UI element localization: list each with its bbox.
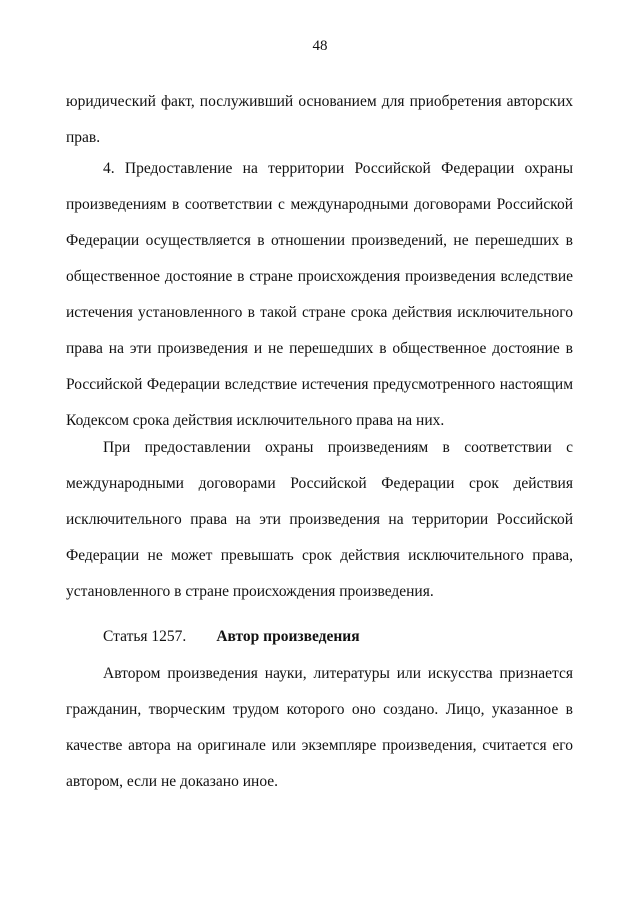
article-heading <box>103 627 360 647</box>
text-line: права на эти произведения и не перешедших в общественное достояние в <box>66 340 573 357</box>
text-line: истечения установленного в такой стране срока действия исключительного <box>66 304 573 321</box>
text-line: Автором произведения науки, литературы или искусства признается <box>103 665 573 682</box>
text-line: гражданин, творческим трудом которого оно создано. Лицо, указанное в <box>66 701 573 718</box>
paragraph-item-4 <box>66 159 573 447</box>
text-line: юридический факт, послуживший основанием для приобретения авторских <box>66 93 573 110</box>
text-line: качестве автора на оригинале или экземпляре произведения, считается его <box>66 737 573 754</box>
text-line: 4. Предоставление на территории Российской Федерации охраны <box>103 160 573 177</box>
text-line: Российской Федерации вследствие истечения предусмотренного настоящим <box>66 376 573 393</box>
article-number: Статья 1257. <box>103 628 187 645</box>
text-line: Федерации не может превышать срок действия исключительного права, <box>66 547 573 564</box>
text-line: произведениям в соответствии с международными договорами Российской <box>66 196 573 213</box>
paragraph-author-definition <box>66 664 573 808</box>
text-line: Кодексом срока действия исключительного права на них. <box>66 412 445 429</box>
article-title: Автор произведения <box>216 628 360 645</box>
text-line: установленного в стране происхождения произведения. <box>66 583 434 600</box>
text-line: исключительного права на эти произведения на территории Российской <box>66 511 573 528</box>
text-line: прав. <box>66 129 101 146</box>
paragraph-continuation <box>66 92 573 164</box>
text-line: При предоставлении охраны произведениям в соответствии с <box>103 439 573 456</box>
text-line: международными договорами Российской Федерации срок действия <box>66 475 573 492</box>
text-line: общественное достояние в стране происхождения произведения вследствие <box>66 268 573 285</box>
text-line: Федерации осуществляется в отношении произведений, не перешедших в <box>66 232 573 249</box>
text-line: автором, если не доказано иное. <box>66 773 279 790</box>
paragraph-term-limit <box>66 438 573 618</box>
page-number: 48 <box>312 38 328 54</box>
